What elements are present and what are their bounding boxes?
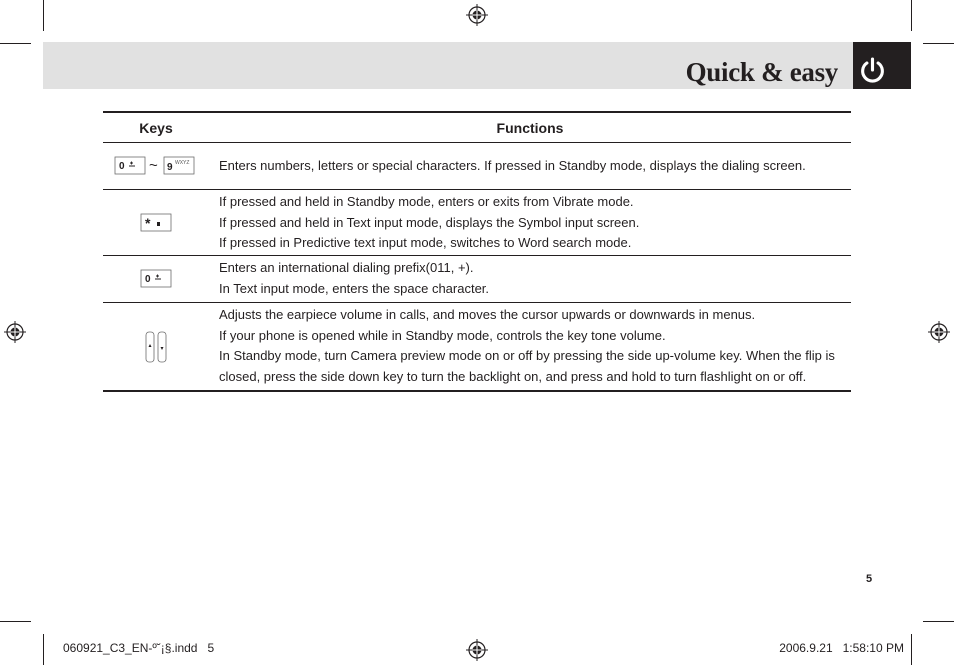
function-cell xyxy=(209,303,851,390)
crop-mark xyxy=(43,634,44,665)
crop-mark xyxy=(0,43,31,44)
footer-file-info: 060921_C3_EN-º˘¡§.indd 5 xyxy=(63,641,215,655)
function-text: If your phone is opened while in Standby mode, controls the key tone volume. xyxy=(219,327,666,343)
table-row xyxy=(103,143,851,190)
crop-mark xyxy=(923,43,954,44)
power-icon xyxy=(859,57,886,84)
keys-functions-table xyxy=(103,111,851,392)
registration-mark-icon xyxy=(4,321,26,343)
key-cell xyxy=(103,303,209,390)
function-cell xyxy=(209,256,851,302)
zero-key-icon xyxy=(140,268,172,290)
function-text: If pressed in Predictive text input mode, switches to Word search mode. xyxy=(219,235,632,250)
crop-mark xyxy=(911,634,912,665)
key-cell xyxy=(103,256,209,302)
key-9-label: 9 xyxy=(167,162,173,173)
table-row xyxy=(103,303,851,390)
function-cell xyxy=(209,190,851,255)
key-cell xyxy=(103,190,209,255)
number-keys-range-icon xyxy=(114,154,198,178)
table-header xyxy=(103,113,851,143)
column-header-keys: Keys xyxy=(139,119,173,136)
function-cell xyxy=(209,143,851,189)
registration-mark-icon xyxy=(928,321,950,343)
key-0-label: 0 xyxy=(119,161,125,172)
function-text: If pressed and held in Standby mode, enters or exits from Vibrate mode. xyxy=(219,194,634,209)
function-text: Adjusts the earpiece volume in calls, and moves the cursor upwards or downwards in menus. xyxy=(219,307,756,322)
key-cell xyxy=(103,143,209,189)
star-key-icon xyxy=(140,212,172,234)
table-row xyxy=(103,190,851,256)
function-text: If pressed and held in Text input mode, displays the Symbol input screen. xyxy=(219,214,640,230)
crop-mark xyxy=(911,0,912,31)
side-volume-keys-icon xyxy=(144,330,168,364)
key-9-letters: WXYZ xyxy=(175,160,190,166)
key-range-separator: ~ xyxy=(149,157,158,174)
table-row xyxy=(103,256,851,303)
column-header-functions: Functions xyxy=(496,119,564,136)
crop-mark xyxy=(923,621,954,622)
function-text: In Standby mode, turn Camera preview mode on or off by pressing the side up-volume key. When the flip is closed, press the side down key to turn the backlight on, and press and hold to turn flashlight on or off. xyxy=(219,348,835,384)
page-title: Quick & easy xyxy=(685,57,838,87)
footer-timestamp: 2006.9.21 1:58:10 PM xyxy=(779,641,904,655)
function-text: In Text input mode, enters the space character. xyxy=(219,280,490,296)
zero-key-label: 0 xyxy=(145,274,151,285)
function-text: Enters numbers, letters or special characters. If pressed in Standby mode, displays the dialing screen. xyxy=(219,158,806,173)
page-number: 5 xyxy=(866,573,873,585)
registration-mark-icon xyxy=(466,4,488,26)
crop-mark xyxy=(0,621,31,622)
function-text: Enters an international dialing prefix(011, +). xyxy=(219,260,474,275)
registration-mark-icon xyxy=(466,639,488,661)
header-icon-box xyxy=(853,42,911,89)
crop-mark xyxy=(43,0,44,31)
star-key-label: * xyxy=(145,214,151,231)
